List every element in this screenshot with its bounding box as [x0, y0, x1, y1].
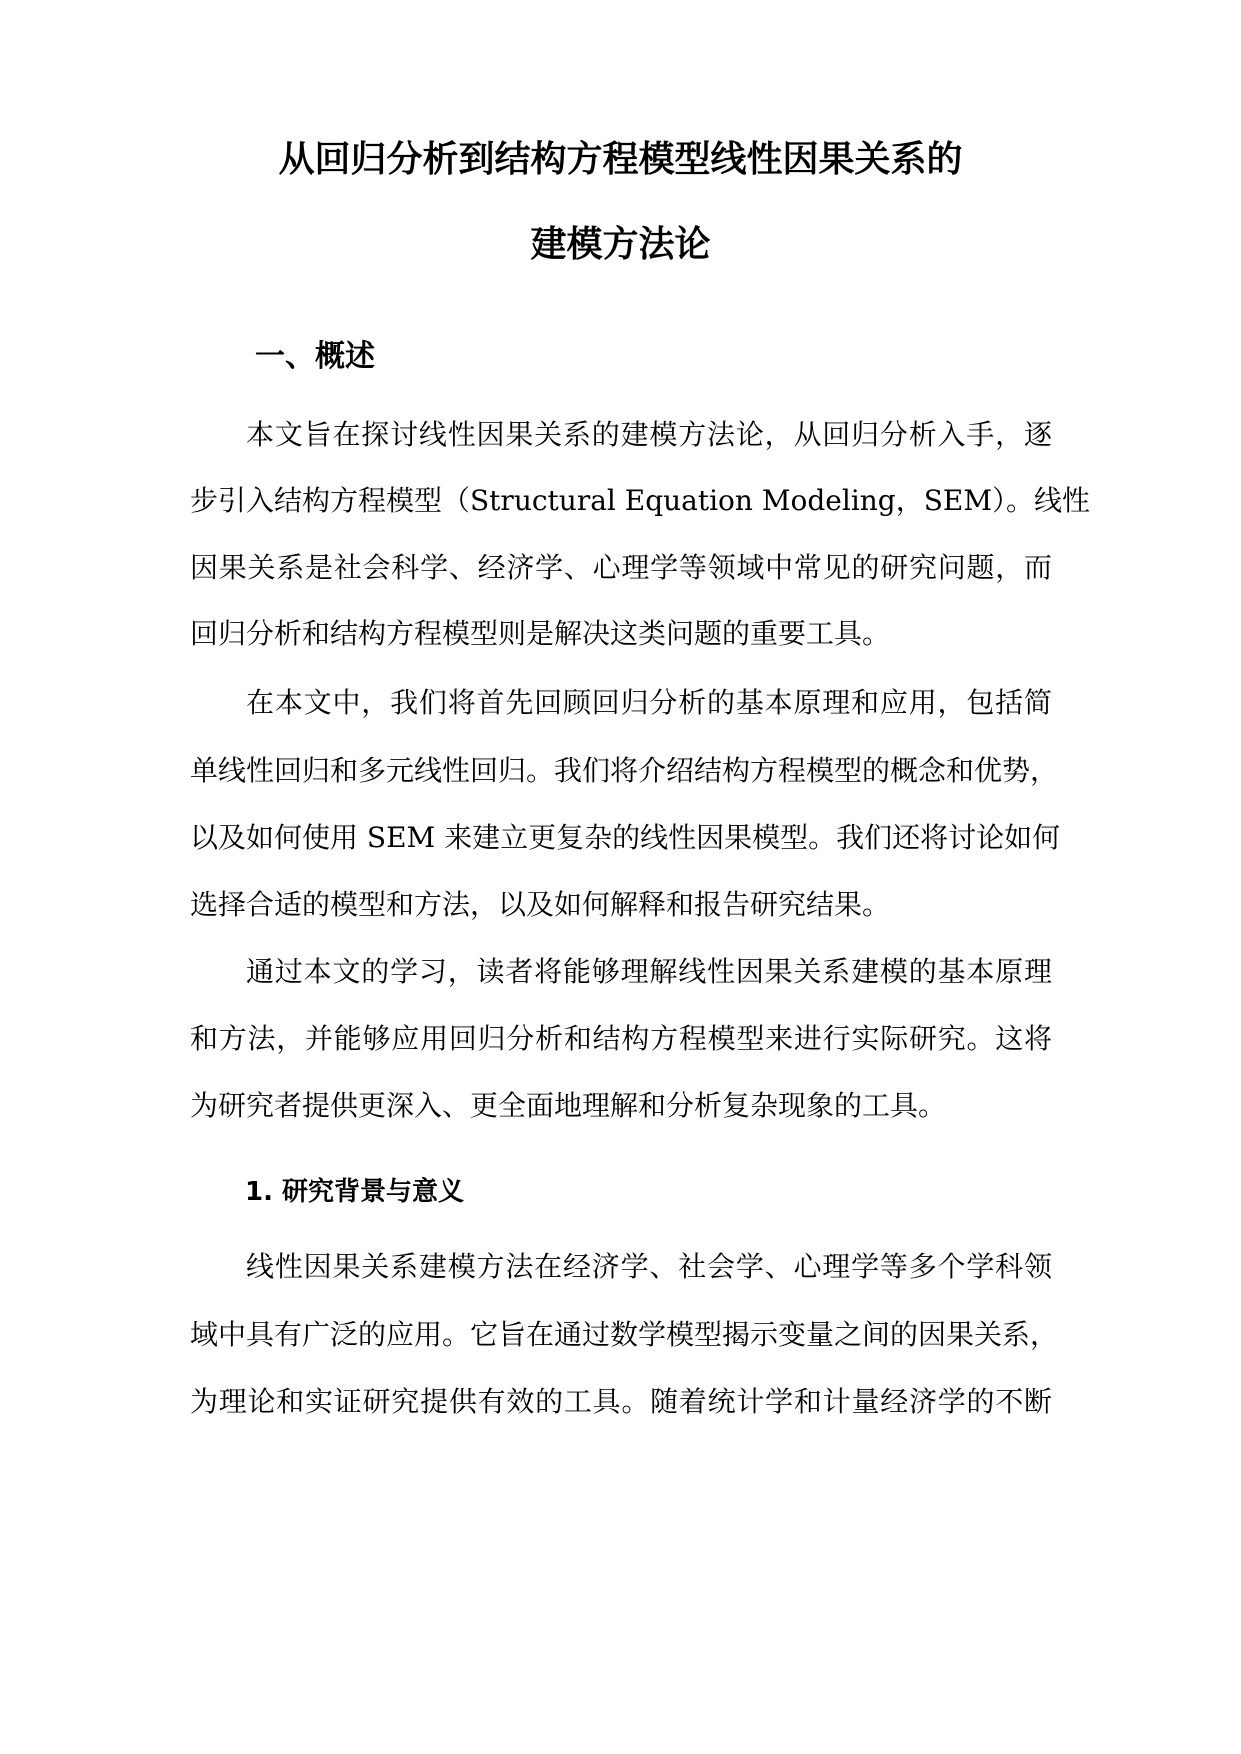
- subsection-heading-background: 1. 研究背景与意义: [245, 1177, 465, 1207]
- section-heading-overview: 一、概述: [255, 339, 375, 374]
- paragraph-2-line-3: 以及如何使用 SEM 来建立更复杂的线性因果模型。我们还将讨论如何: [190, 821, 1061, 854]
- paragraph-1-line-1: 本文旨在探讨线性因果关系的建模方法论，从回归分析入手，逐: [246, 418, 1052, 451]
- paragraph-2-line-4: 选择合适的模型和方法，以及如何解释和报告研究结果。: [190, 888, 891, 921]
- title-line-1: 从回归分析到结构方程模型线性因果关系的: [278, 139, 963, 180]
- paragraph-2-line-1: 在本文中，我们将首先回顾回归分析的基本原理和应用，包括简: [246, 686, 1052, 719]
- paragraph-1-line-2: 步引入结构方程模型（Structural Equation Modeling，SEM）。线性: [190, 484, 1091, 517]
- paragraph-2-line-2: 单线性回归和多元线性回归。我们将介绍结构方程模型的概念和优势，: [190, 754, 1059, 787]
- paragraph-4-line-1: 线性因果关系建模方法在经济学、社会学、心理学等多个学科领: [246, 1250, 1052, 1283]
- paragraph-3-line-2: 和方法，并能够应用回归分析和结构方程模型来进行实际研究。这将: [190, 1022, 1052, 1055]
- paragraph-4-line-3: 为理论和实证研究提供有效的工具。随着统计学和计量经济学的不断: [190, 1385, 1052, 1418]
- paragraph-1-line-4: 回归分析和结构方程模型则是解决这类问题的重要工具。: [190, 617, 891, 650]
- title-line-2: 建模方法论: [530, 224, 711, 265]
- paragraph-1-line-3: 因果关系是社会科学、经济学、心理学等领域中常见的研究问题，而: [190, 551, 1052, 584]
- paragraph-4-line-2: 域中具有广泛的应用。它旨在通过数学模型揭示变量之间的因果关系，: [190, 1318, 1059, 1351]
- paragraph-3-line-1: 通过本文的学习，读者将能够理解线性因果关系建模的基本原理: [246, 955, 1052, 988]
- paragraph-3-line-3: 为研究者提供更深入、更全面地理解和分析复杂现象的工具。: [190, 1089, 947, 1122]
